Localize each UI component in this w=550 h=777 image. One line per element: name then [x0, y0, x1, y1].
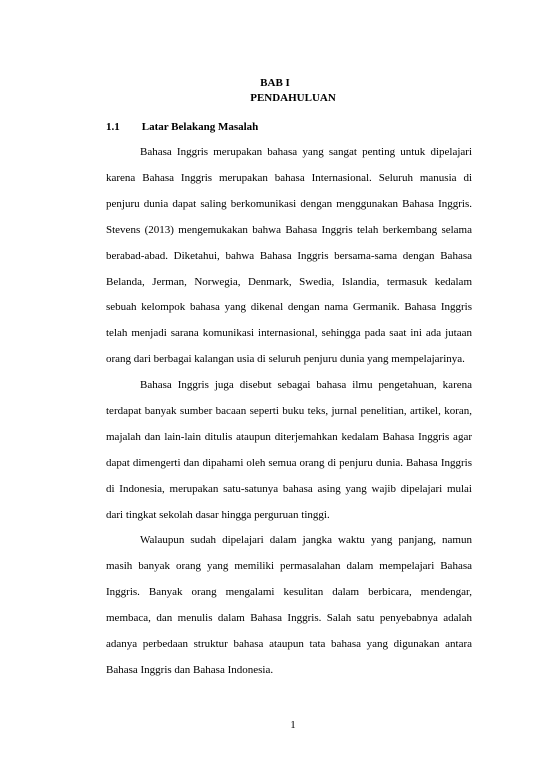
paragraph-line: orang dari berbagai kalangan usia di seluruh penjuru dunia yang mempelajarinya.: [106, 353, 465, 365]
paragraph-line: karena Bahasa Inggris merupakan bahasa Internasional. Seluruh manusia di: [106, 172, 472, 184]
paragraph-line: berabad-abad. Diketahui, bahwa Bahasa Inggris bersama-sama dengan Bahasa: [106, 250, 472, 262]
section-title: Latar Belakang Masalah: [141, 121, 259, 133]
paragraph-line: masih banyak orang yang memiliki permasalahan dalam mempelajari Bahasa: [106, 560, 472, 572]
paragraph-line: dari tingkat sekolah dasar hingga perguruan tinggi.: [106, 509, 330, 521]
paragraph-line: Stevens (2013) mengemukakan bahwa Bahasa Inggris telah berkembang selama: [106, 224, 472, 236]
section-heading: [106, 120, 258, 134]
paragraph-line: telah menjadi sarana komunikasi internasional, sehingga pada saat ini ada jutaan: [106, 327, 472, 339]
paragraph-line: dapat dimengerti dan dipahami oleh semua orang di penjuru dunia. Bahasa Inggris: [106, 457, 472, 469]
chapter-number: BAB I: [260, 77, 290, 89]
paragraph-line: penjuru dunia dapat saling berkomunikasi dengan menggunakan Bahasa Inggris.: [106, 198, 472, 210]
paragraph-line: Inggris. Banyak orang mengalami kesulitan dalam berbicara, mendengar,: [106, 586, 472, 598]
paragraph-line: terdapat banyak sumber bacaan seperti buku teks, jurnal penelitian, artikel, koran,: [106, 405, 472, 417]
paragraph-line: adanya perbedaan struktur bahasa ataupun tata bahasa yang digunakan antara: [106, 638, 472, 650]
paragraph-line: di Indonesia, merupakan satu-satunya bahasa asing yang wajib dipelajari mulai: [106, 483, 472, 495]
paragraph-line: sebuah kelompok bahasa yang dikenal dengan nama Germanik. Bahasa Inggris: [106, 301, 472, 313]
page-number: 1: [290, 719, 296, 731]
paragraph-line: Bahasa Inggris dan Bahasa Indonesia.: [106, 664, 274, 676]
paragraph-line: Bahasa Inggris merupakan bahasa yang sangat penting untuk dipelajari: [140, 146, 472, 158]
chapter-title: PENDAHULUAN: [250, 92, 336, 104]
paragraph-line: Bahasa Inggris juga disebut sebagai bahasa ilmu pengetahuan, karena: [140, 379, 472, 391]
paragraph-line: Walaupun sudah dipelajari dalam jangka waktu yang panjang, namun: [140, 534, 472, 546]
paragraph-line: Belanda, Jerman, Norwegia, Denmark, Swedia, Islandia, termasuk kedalam: [106, 276, 472, 288]
section-number: 1.1: [106, 121, 120, 133]
paragraph-line: membaca, dan menulis dalam Bahasa Inggris. Salah satu penyebabnya adalah: [106, 612, 472, 624]
paragraph-line: majalah dan lain-lain ditulis ataupun diterjemahkan kedalam Bahasa Inggris agar: [106, 431, 472, 443]
